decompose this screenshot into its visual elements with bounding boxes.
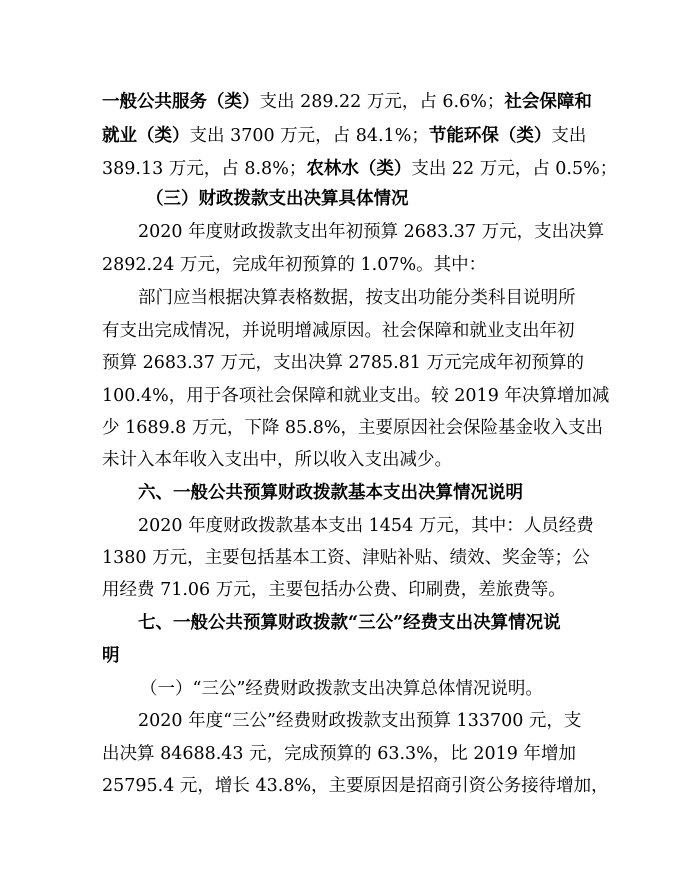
section-heading: （三）财政拨款支出决算具体情况 bbox=[146, 189, 409, 209]
body-text: 支出 3700 万元，占 84.1%； bbox=[189, 126, 429, 146]
paragraph-line: 2020 年度财政拨款基本支出 1454 万元，其中：人员经费 bbox=[138, 516, 594, 536]
body-text: 支出 22 万元，占 0.5%； bbox=[411, 159, 618, 179]
paragraph-line: 少 1689.8 万元，下降 85.8%，主要原因社会保险基金收入支出 bbox=[102, 418, 604, 438]
paragraph-line: 有支出完成情况，并说明增减原因。社会保障和就业支出年初 bbox=[102, 321, 575, 341]
paragraph-line bbox=[102, 90, 592, 114]
paragraph-line: 2020 年度“三公”经费财政拨款支出预算 133700 元，支 bbox=[138, 711, 582, 731]
paragraph-line: 未计入本年收入支出中，所以收入支出减少。 bbox=[102, 450, 452, 470]
section-heading: 六、一般公共预算财政拨款基本支出决算情况说明 bbox=[138, 483, 523, 503]
paragraph-line: 2892.24 万元，完成年初预算的 1.07%。其中： bbox=[102, 255, 487, 275]
paragraph-line: 2020 年度财政拨款支出年初预算 2683.37 万元，支出决算 bbox=[138, 222, 605, 242]
category-label: 就业（类） bbox=[102, 126, 190, 146]
category-label: 社会保障和 bbox=[504, 92, 592, 112]
paragraph-line: 用经费 71.06 万元，主要包括办公费、印刷费，差旅费等。 bbox=[102, 580, 566, 600]
paragraph-line: 25795.4 元，增长 43.8%，主要原因是招商引资公务接待增加， bbox=[102, 776, 609, 796]
paragraph-line: 部门应当根据决算表格数据，按支出功能分类科目说明所 bbox=[138, 288, 576, 308]
paragraph-line bbox=[102, 124, 587, 148]
paragraph-line: 100.4%，用于各项社会保障和就业支出。较 2019 年决算增加减 bbox=[102, 386, 610, 406]
category-label: 农林水（类） bbox=[306, 159, 412, 179]
paragraph-line: 出决算 84688.43 元，完成预算的 63.3%，比 2019 年增加 bbox=[102, 744, 576, 764]
paragraph-line bbox=[102, 157, 618, 181]
body-text: 支出 289.22 万元，占 6.6%； bbox=[259, 92, 505, 112]
body-text: 支出 bbox=[551, 126, 587, 146]
paragraph-line: 1380 万元，主要包括基本工资、津贴补贴、绩效、奖金等；公 bbox=[102, 548, 590, 568]
section-heading: 七、一般公共预算财政拨款“三公”经费支出决算情况说 bbox=[138, 613, 561, 633]
subsection-heading: （一）“三公”经费财政拨款支出决算总体情况说明。 bbox=[140, 679, 543, 699]
category-label: 一般公共服务（类） bbox=[102, 92, 260, 112]
section-heading-continued: 明 bbox=[102, 646, 120, 666]
paragraph-line: 预算 2683.37 万元，支出决算 2785.81 万元完成年初预算的 bbox=[102, 353, 584, 373]
body-text: 389.13 万元，占 8.8%； bbox=[102, 159, 307, 179]
category-label: 节能环保（类） bbox=[428, 126, 552, 146]
